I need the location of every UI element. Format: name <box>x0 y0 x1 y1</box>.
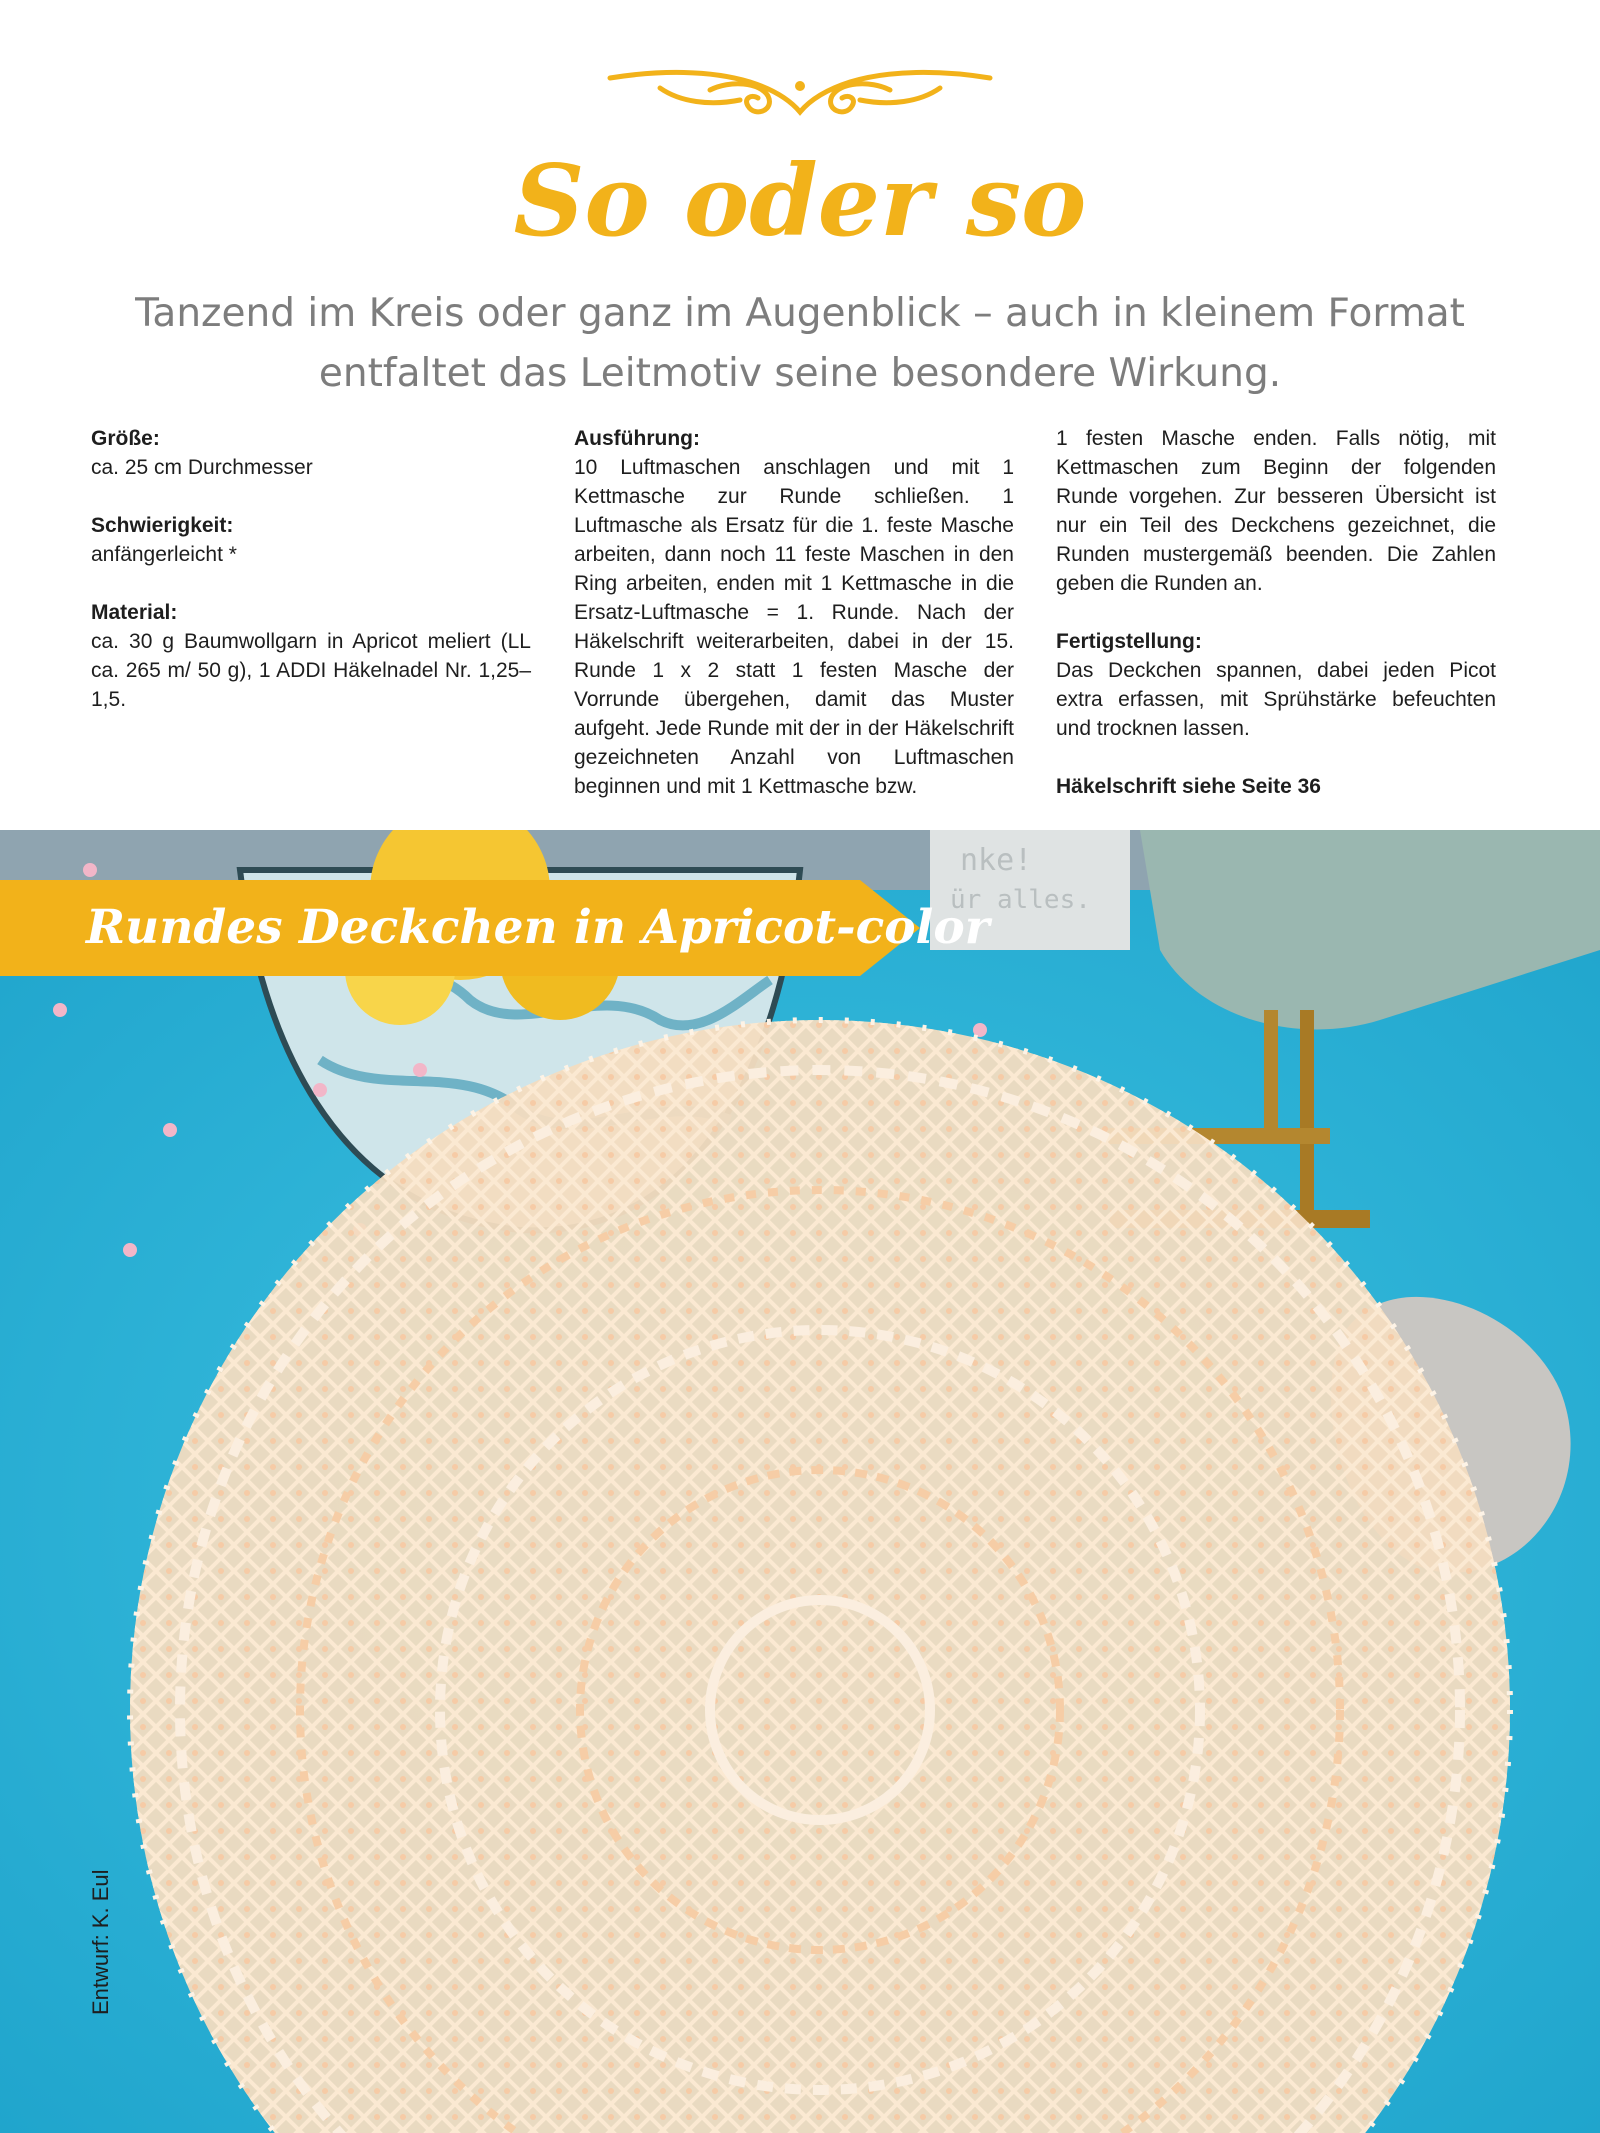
execution-column <box>574 424 1014 801</box>
svg-text:nke!: nke! <box>960 843 1033 878</box>
doily-photo <box>0 830 1600 2133</box>
execution-continued-text: 1 festen Masche enden. Falls nötig, mit Kettmaschen zum Beginn der folgenden Runde vorgehen. Zur besseren Übersicht ist nur ein Teil des Deckchens gezeichnet, die Runden mustergemäß beenden. Die Zahlen geben die Runden an. <box>1056 427 1496 595</box>
execution-text: 10 Luftmaschen anschlagen und mit 1 Kettmasche zur Runde schließen. 1 Luftmasche als Ersatz für die 1. feste Masche arbeiten, dann noch 11 feste Maschen in den Ring arbeiten, enden mit 1 Kettmasche in die Ersatz-Luftmasche = 1. Runde. Nach der Häkelschrift weiterarbeiten, dabei in der 15. Runde 1 x 2 statt 1 festen Masche der Vorrunde übergehen, damit das Muster aufgeht. Jede Runde mit der in der Häkelschrift gezeichneten Anzahl von Luftmaschen beginnen und mit 1 Kettmasche bzw. <box>574 456 1014 798</box>
finishing-text: Das Deckchen spannen, dabei jeden Picot extra erfassen, mit Sprühstärke befeuchten und trocknen lassen. <box>1056 659 1496 740</box>
page-subtitle <box>100 284 1500 404</box>
subtitle-line-1: Tanzend im Kreis oder ganz im Augenblick – auch in kleinem Format <box>135 291 1465 336</box>
finishing-label: Fertigstellung: <box>1056 630 1202 653</box>
finishing-column <box>1056 424 1496 801</box>
svg-text:ür alles.: ür alles. <box>950 885 1091 915</box>
difficulty-value: anfängerleicht * <box>91 543 237 566</box>
difficulty-label: Schwierigkeit: <box>91 514 234 537</box>
specs-column <box>91 424 531 714</box>
size-value: ca. 25 cm Durchmesser <box>91 456 313 479</box>
gold-scroll-ornament-icon <box>600 60 1000 130</box>
caption-banner-text: Rundes Deckchen in Apricot-color <box>86 900 990 955</box>
subtitle-line-2: entfaltet das Leitmotiv seine besondere Wirkung. <box>318 351 1282 396</box>
page-title: So oder so <box>513 144 1087 259</box>
size-label: Größe: <box>91 427 160 450</box>
design-credit: Entwurf: K. Eul <box>88 1869 113 2015</box>
chart-reference: Häkelschrift siehe Seite 36 <box>1056 775 1321 798</box>
material-value: ca. 30 g Baumwollgarn in Apricot meliert (LL ca. 265 m/ 50 g), 1 ADDI Häkelnadel Nr. 1,25–1,5. <box>91 630 531 711</box>
execution-label: Ausführung: <box>574 427 700 450</box>
material-label: Material: <box>91 601 178 624</box>
